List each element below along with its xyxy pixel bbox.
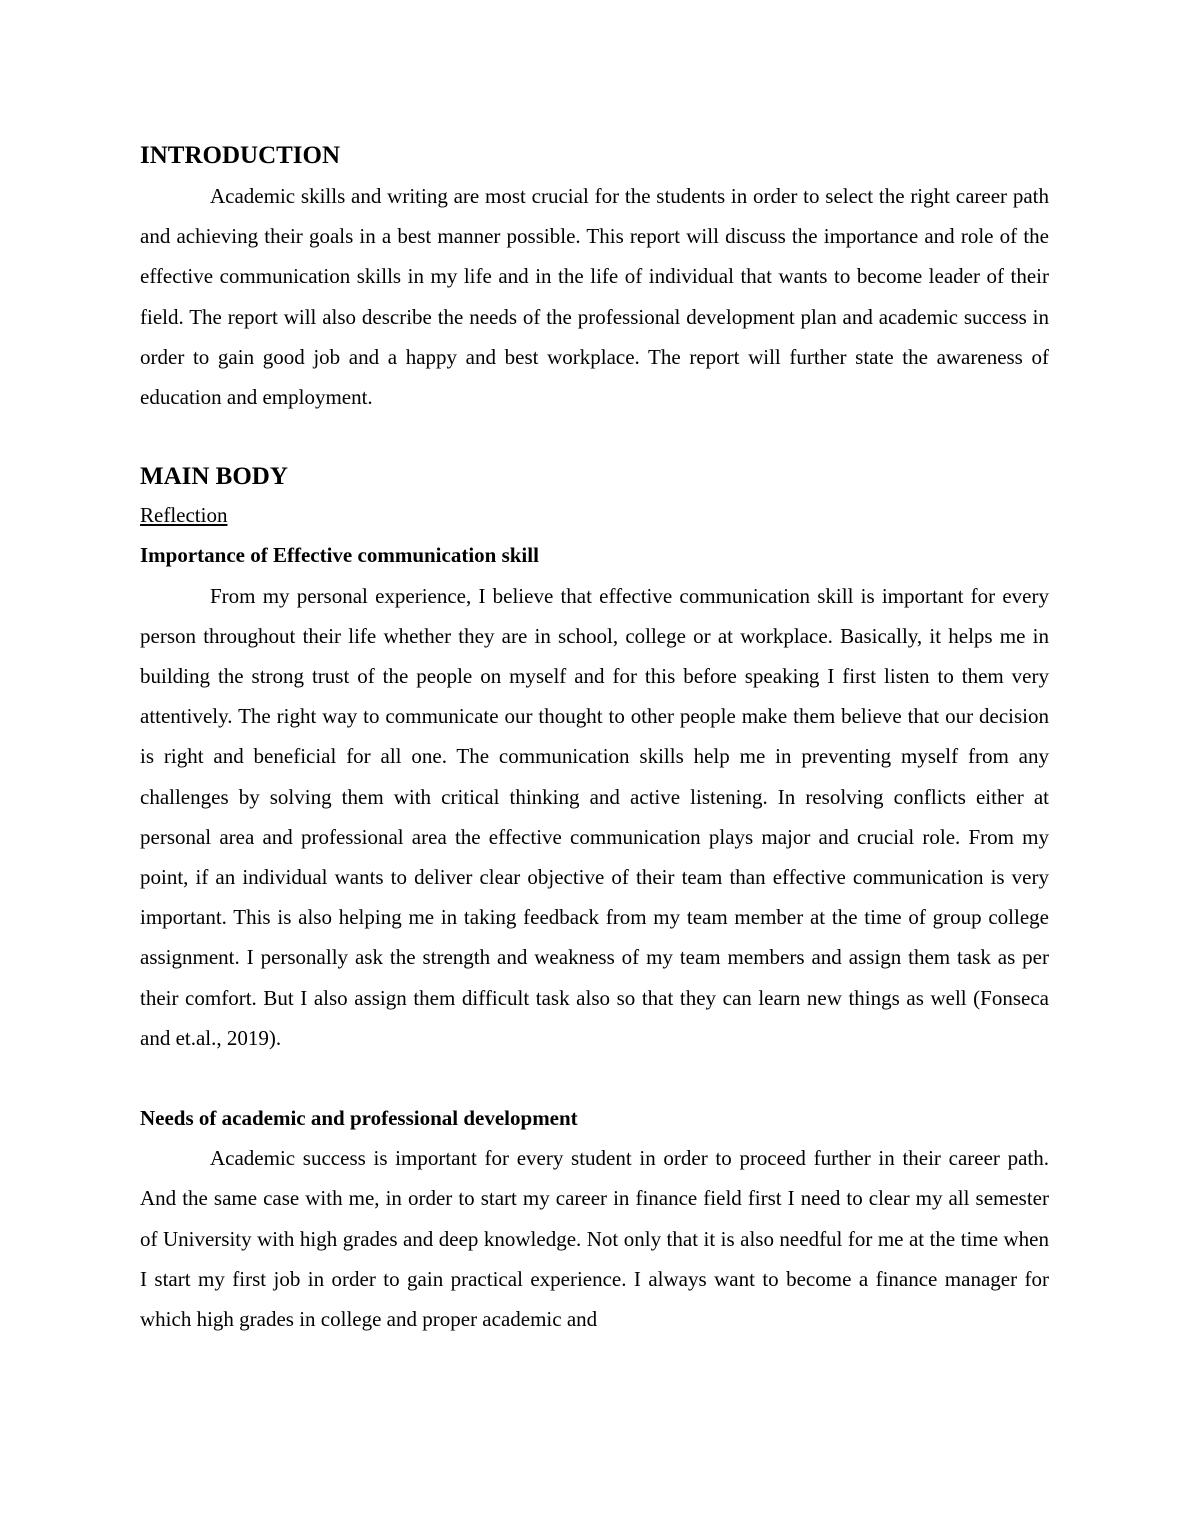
introduction-paragraph: Academic skills and writing are most crucial for the students in order to select the right career path and achieving their goals in a best manner possible. This report will discuss the importance and role of the effective communication skills in my life and in the life of individual that wants to become leader of their field. The report will also describe the needs of the professional development plan and academic success in order to gain good job and a happy and best workplace. The report will further state the awareness of education and employment.: [140, 184, 1049, 410]
introduction-heading: INTRODUCTION: [140, 142, 341, 169]
document-page: [140, 138, 1049, 1339]
reflection-label: Reflection: [140, 503, 228, 528]
communication-section-title: Importance of Effective communication skill: [140, 543, 539, 568]
section-spacer: [140, 417, 1049, 459]
development-section-title: Needs of academic and professional development: [140, 1106, 578, 1131]
communication-section-paragraph: From my personal experience, I believe that effective communication skill is important for every person throughout their life whether they are in school, college or at workplace. Basically, it helps me in building the strong trust of the people on myself and for this before speaking I first listen to them very attentively. The right way to communicate our thought to other people make them believe that our decision is right and beneficial for all one. The communication skills help me in preventing myself from any challenges by solving them with critical thinking and active listening. In resolving conflicts either at personal area and professional area the effective communication plays major and crucial role. From my point, if an individual wants to deliver clear objective of their team than effective communication is very important. This is also helping me in taking feedback from my team member at the time of group college assignment. I personally ask the strength and weakness of my team members and assign them task as per their comfort. But I also assign them difficult task also so that they can learn new things as well (Fonseca and et.al., 2019).: [140, 583, 1049, 1050]
development-section-paragraph: Academic success is important for every student in order to proceed further in their career path. And the same case with me, in order to start my career in finance field first I need to clear my all semester of University with high grades and deep knowledge. Not only that it is also needful for me at the time when I start my first job in order to gain practical experience. I always want to become a finance manager for which high grades in college and proper academic and: [140, 1146, 1049, 1332]
main-body-heading: MAIN BODY: [140, 463, 288, 491]
section-spacer: [140, 1058, 1049, 1098]
